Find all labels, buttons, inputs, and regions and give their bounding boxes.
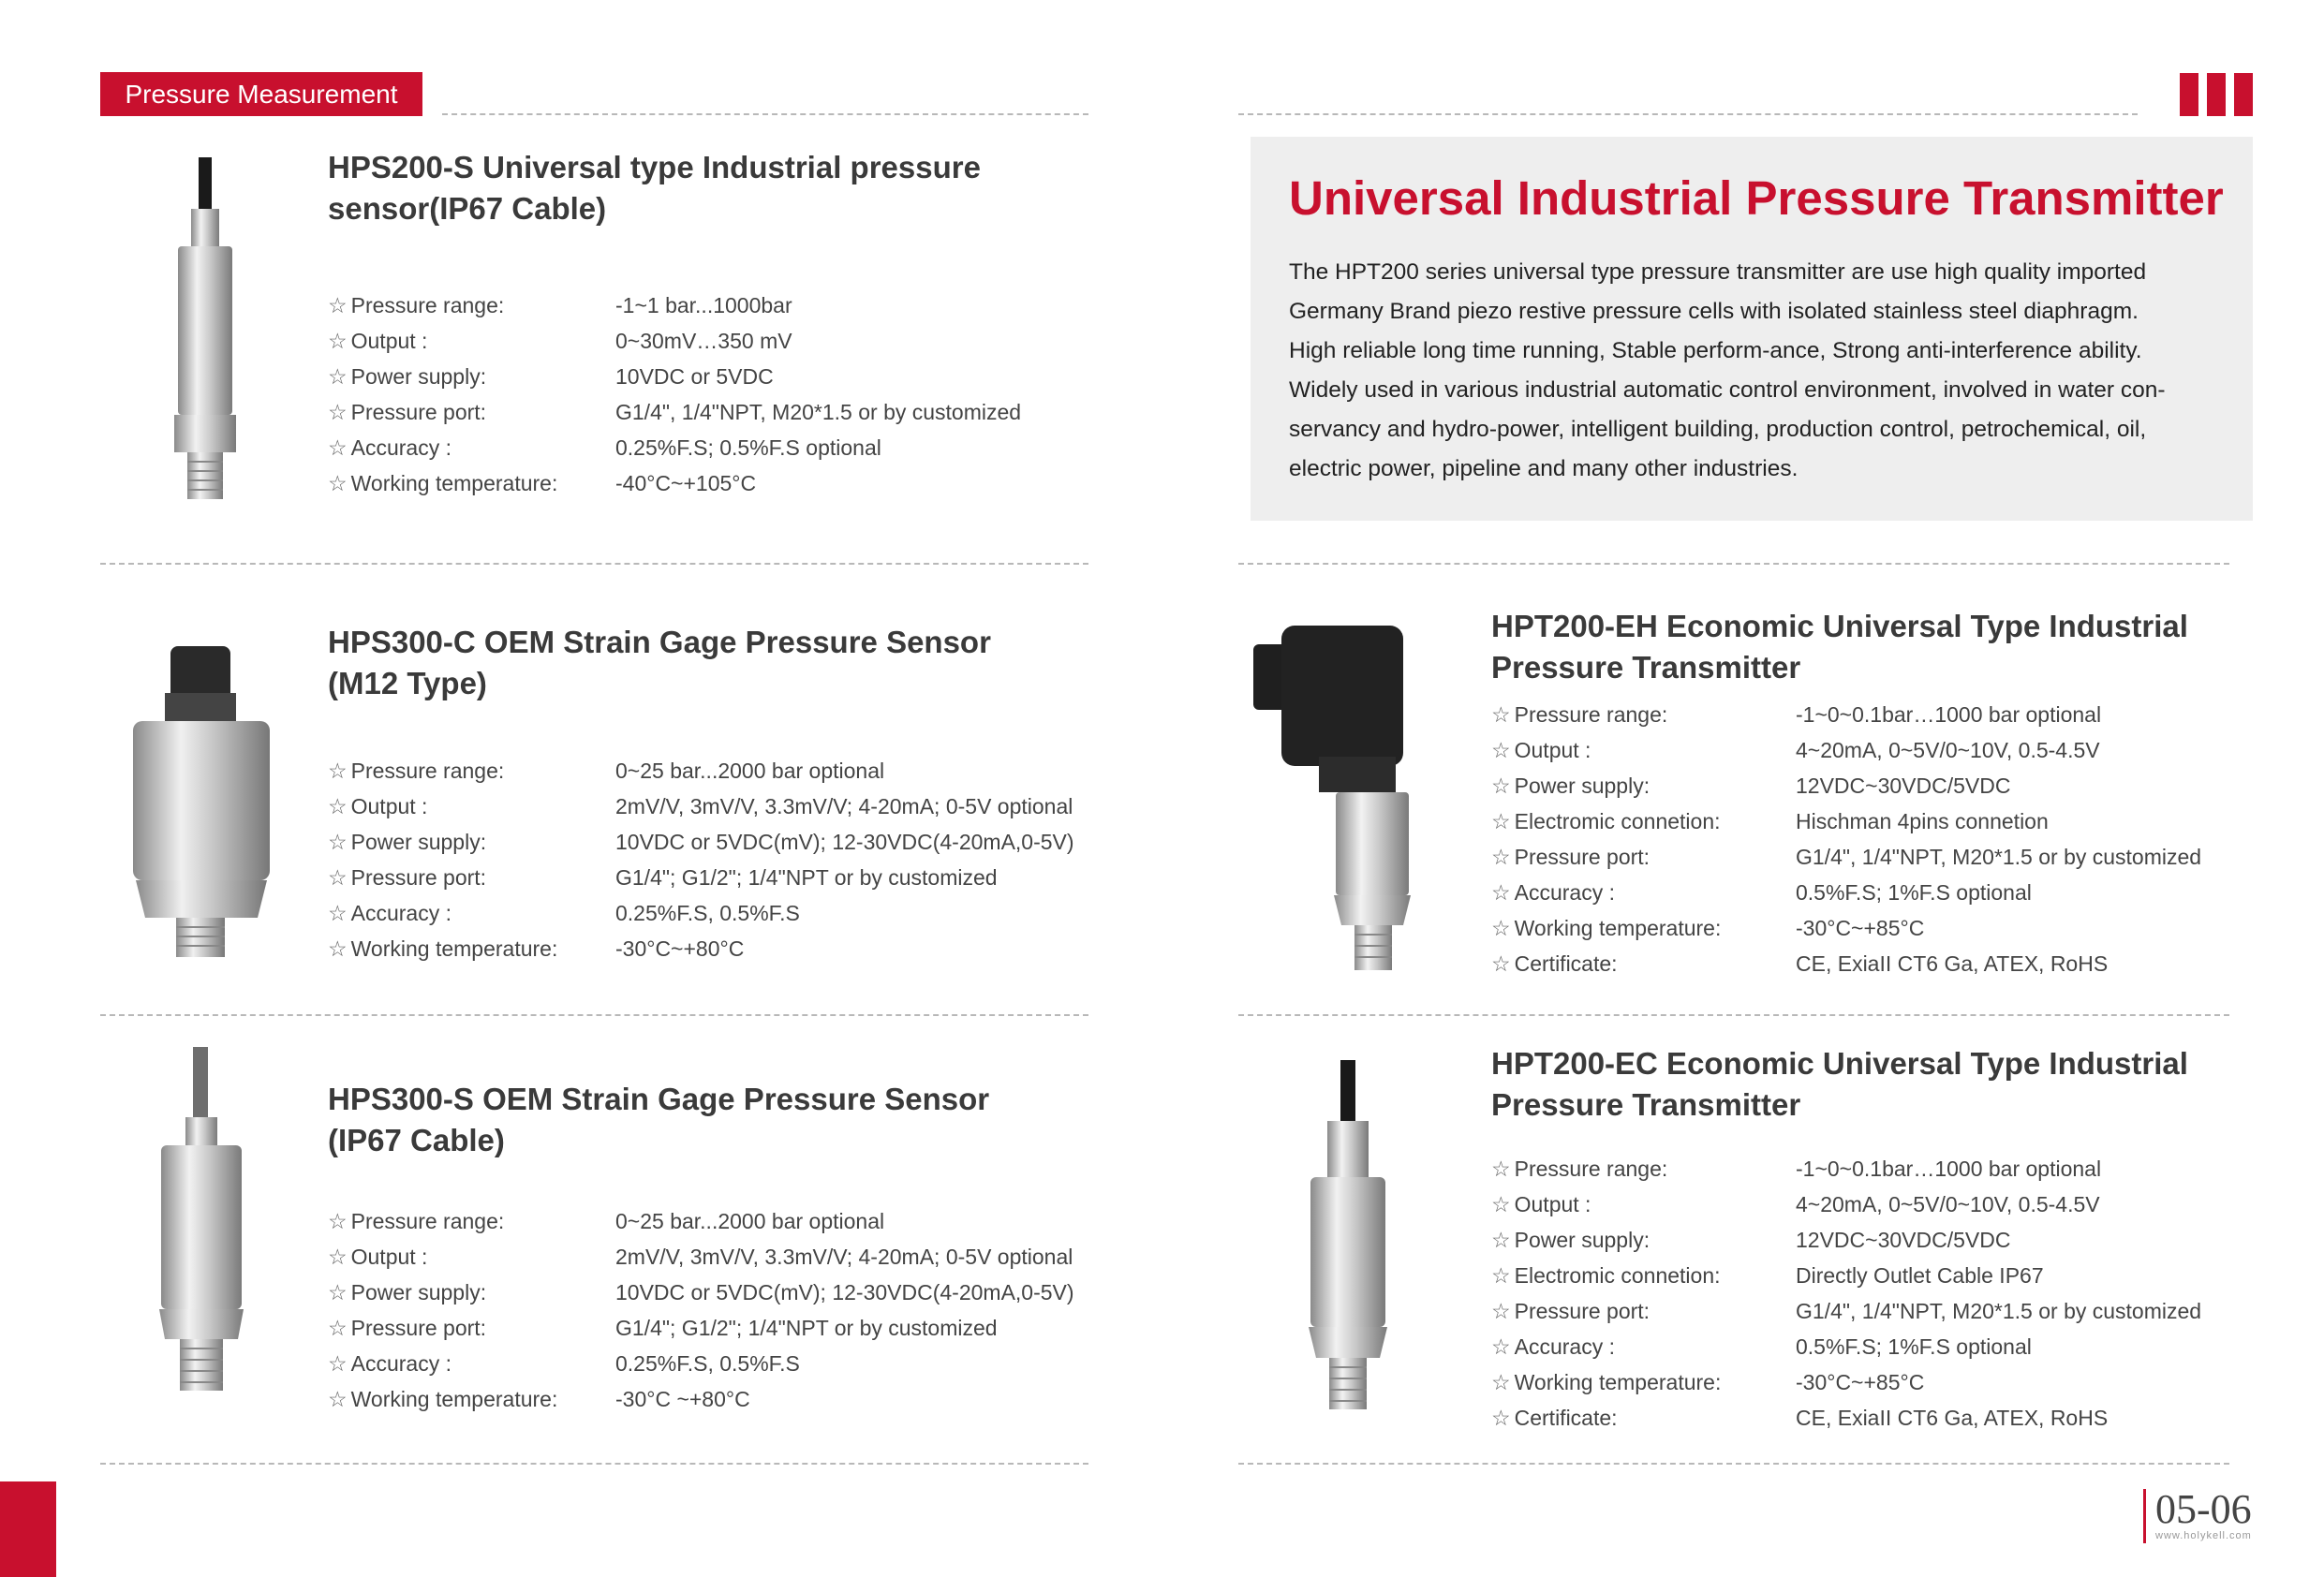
star-icon: ☆ [328,936,348,961]
hps300-s-product-image [141,1047,262,1395]
footer-accent-bar [0,1481,56,1577]
spec-row: ☆ Pressure port: G1/4"; G1/2"; 1/4"NPT or by customized [328,1316,998,1340]
hpt200-eh-product-image [1244,626,1450,974]
star-icon: ☆ [1491,1228,1511,1252]
intro-line: servancy and hydro-power, intelligent building, production control, petrochemical, oil, [1289,417,2147,442]
spec-list-hpt200-ec [1491,1151,2241,1436]
spec-row: ☆ Working temperature: -30°C ~+80°C [328,1387,750,1411]
star-icon: ☆ [328,329,348,353]
star-icon: ☆ [1491,1192,1511,1216]
spec-row: ☆ Power supply: 10VDC or 5VDC [328,364,774,389]
page-number: 05-06 [2155,1486,2252,1532]
page-number-block [2143,1486,2252,1543]
title-line: Pressure Transmitter [1491,1087,1801,1122]
star-icon: ☆ [328,1245,348,1269]
star-icon: ☆ [1491,845,1511,869]
star-icon: ☆ [328,400,348,424]
website-link[interactable]: www.holykell.com [2155,1530,2252,1541]
star-icon: ☆ [328,1351,348,1376]
star-icon: ☆ [1491,1263,1511,1288]
spec-row: ☆ Pressure range: 0~25 bar...2000 bar optional [328,1209,885,1233]
spec-row: ☆ Output : 2mV/V, 3mV/V, 3.3mV/V; 4-20mA; 0-5V optional [328,1245,1073,1269]
spec-row: ☆ Accuracy : 0.25%F.S, 0.5%F.S [328,901,800,925]
spec-row: ☆ Accuracy : 0.5%F.S; 1%F.S optional [1491,1334,2032,1359]
spec-row: ☆ Power supply: 10VDC or 5VDC(mV); 12-30VDC(4-20mA,0-5V) [328,1280,1074,1304]
spec-row: ☆ Working temperature: -40°C~+105°C [328,471,757,495]
spec-row: ☆ Pressure port: G1/4"; G1/2"; 1/4"NPT or by customized [328,865,998,890]
title-line: HPS300-S OEM Strain Gage Pressure Sensor [328,1082,990,1116]
title-line: HPS200-S Universal type Industrial pressure [328,150,981,184]
spec-row: ☆ Output : 4~20mA, 0~5V/0~10V, 0.5-4.5V [1491,1192,2100,1216]
spec-row: ☆ Accuracy : 0.25%F.S; 0.5%F.S optional [328,435,881,460]
title-line: Pressure Transmitter [1491,650,1801,685]
star-icon: ☆ [1491,1299,1511,1323]
star-icon: ☆ [328,293,348,317]
spec-row: ☆ Certificate: CE, ExiaII CT6 Ga, ATEX, RoHS [1491,951,2109,976]
decorative-bars [2180,73,2253,116]
product-title-hps200-s [328,147,981,229]
title-line: HPT200-EC Economic Universal Type Industrial [1491,1046,2188,1081]
intro-line: electric power, pipeline and many other industries. [1289,456,1799,481]
spec-row: ☆ Power supply: 12VDC~30VDC/5VDC [1491,774,2011,798]
star-icon: ☆ [328,794,348,818]
divider [1238,1014,2229,1016]
star-icon: ☆ [328,865,348,890]
product-title-hpt200-ec [1491,1043,2188,1126]
spec-row: ☆ Pressure range: 0~25 bar...2000 bar optional [328,759,885,783]
star-icon: ☆ [328,435,348,460]
hps200-s-product-image [150,157,262,504]
product-title-hpt200-eh [1491,606,2188,688]
spec-list-hps300-c [328,753,1077,966]
star-icon: ☆ [1491,1157,1511,1181]
spec-row: ☆ Pressure port: G1/4", 1/4"NPT, M20*1.5 or by customized [1491,845,2202,869]
star-icon: ☆ [328,759,348,783]
star-icon: ☆ [1491,738,1511,762]
spec-row: ☆ Working temperature: -30°C~+80°C [328,936,745,961]
intro-line: Germany Brand piezo restive pressure cells with isolated stainless steel diaphragm. [1289,299,2139,324]
star-icon: ☆ [1491,916,1511,940]
star-icon: ☆ [1491,809,1511,833]
spec-row: ☆ Accuracy : 0.25%F.S, 0.5%F.S [328,1351,800,1376]
spec-row: ☆ Pressure port: G1/4", 1/4"NPT, M20*1.5 or by customized [328,400,1022,424]
divider [100,563,1088,565]
spec-row: ☆ Pressure range: -1~1 bar...1000bar [328,293,792,317]
spec-row: ☆ Working temperature: -30°C~+85°C [1491,916,1925,940]
divider [100,1014,1088,1016]
star-icon: ☆ [328,471,348,495]
intro-body [1289,253,2226,489]
spec-row: ☆ Pressure port: G1/4", 1/4"NPT, M20*1.5 or by customized [1491,1299,2202,1323]
star-icon: ☆ [328,1387,348,1411]
divider [1238,113,2138,115]
section-label: Pressure Measurement [100,72,422,116]
divider [442,113,1088,115]
star-icon: ☆ [1491,702,1511,727]
intro-line: High reliable long time running, Stable perform-ance, Strong anti-interference ability. [1289,338,2142,363]
star-icon: ☆ [328,1209,348,1233]
hps300-c-product-image [122,637,281,960]
intro-line: Widely used in various industrial automatic control environment, involved in water con- [1289,377,2166,403]
star-icon: ☆ [1491,1334,1511,1359]
title-line: (M12 Type) [328,666,487,700]
spec-row: ☆ Accuracy : 0.5%F.S; 1%F.S optional [1491,880,2032,905]
spec-row: ☆ Electromic connetion: Directly Outlet Cable IP67 [1491,1263,2044,1288]
product-title-hps300-s [328,1079,989,1161]
spec-row: ☆ Electromic connetion: Hischman 4pins connetion [1491,809,2049,833]
title-line: HPS300-C OEM Strain Gage Pressure Sensor [328,625,991,659]
spec-row: ☆ Pressure range: -1~0~0.1bar…1000 bar optional [1491,702,2102,727]
spec-row: ☆ Power supply: 10VDC or 5VDC(mV); 12-30VDC(4-20mA,0-5V) [328,830,1074,854]
divider [100,1463,1088,1465]
star-icon: ☆ [328,901,348,925]
spec-list-hps200-s [328,287,1077,501]
hpt200-ec-product-image [1288,1060,1410,1416]
star-icon: ☆ [328,1280,348,1304]
star-icon: ☆ [328,830,348,854]
star-icon: ☆ [1491,1370,1511,1394]
intro-line: The HPT200 series universal type pressure transmitter are use high quality imported [1289,259,2147,285]
product-title-hps300-c [328,622,991,704]
spec-row: ☆ Pressure range: -1~0~0.1bar…1000 bar optional [1491,1157,2102,1181]
star-icon: ☆ [1491,774,1511,798]
star-icon: ☆ [328,1316,348,1340]
star-icon: ☆ [1491,951,1511,976]
spec-row: ☆ Output : 2mV/V, 3mV/V, 3.3mV/V; 4-20mA; 0-5V optional [328,794,1073,818]
spec-row: ☆ Certificate: CE, ExiaII CT6 Ga, ATEX, RoHS [1491,1406,2109,1430]
star-icon: ☆ [328,364,348,389]
title-line: (IP67 Cable) [328,1123,505,1157]
spec-row: ☆ Working temperature: -30°C~+85°C [1491,1370,1925,1394]
spec-list-hpt200-eh [1491,697,2241,981]
star-icon: ☆ [1491,880,1511,905]
title-line: sensor(IP67 Cable) [328,191,607,226]
spec-row: ☆ Output : 0~30mV…350 mV [328,329,792,353]
title-line: HPT200-EH Economic Universal Type Industrial [1491,609,2188,643]
spec-row: ☆ Power supply: 12VDC~30VDC/5VDC [1491,1228,2011,1252]
intro-title: Universal Industrial Pressure Transmitter [1289,171,2224,225]
divider [1238,1463,2229,1465]
spec-list-hps300-s [328,1203,1077,1417]
divider [1238,563,2229,565]
spec-row: ☆ Output : 4~20mA, 0~5V/0~10V, 0.5-4.5V [1491,738,2100,762]
star-icon: ☆ [1491,1406,1511,1430]
